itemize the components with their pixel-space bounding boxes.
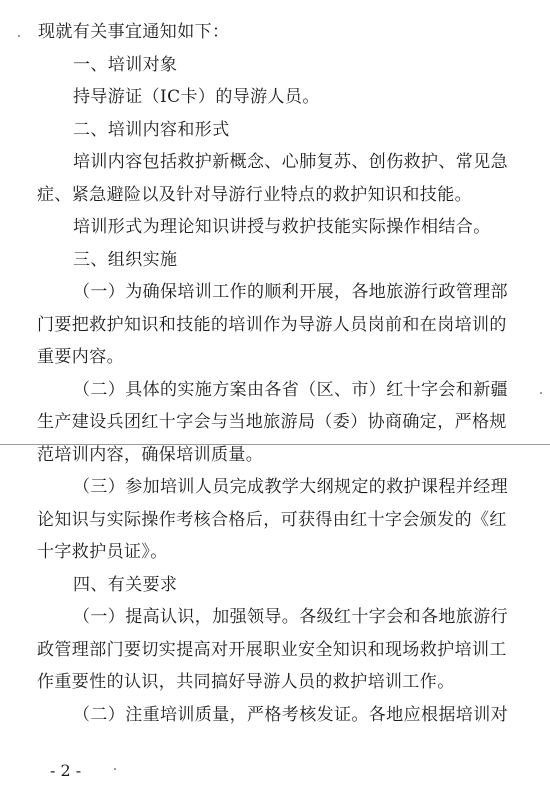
section-heading-3: 三、组织实施 (73, 249, 178, 270)
body-line: 培训形式为理论知识讲授与救护技能实际操作相结合。 (73, 217, 491, 237)
body-line: 十字救护员证》。 (37, 542, 168, 562)
page-number: - 2 - (50, 761, 82, 780)
intro-line: 现就有关事宜通知如下： (38, 22, 230, 42)
body-line: （三）参加培训人员完成教学大纲规定的救护课程并经理 (73, 477, 508, 497)
body-line: （一）为确保培训工作的顺利开展，各地旅游行政管理部 (73, 282, 508, 302)
body-line: 持导游证（IC卡）的导游人员。 (73, 87, 320, 107)
body-line: 重要内容。 (37, 347, 124, 367)
body-line: 生产建设兵团红十字会与当地旅游局（委）协商确定，严格规 (37, 412, 507, 432)
body-line: 范培训内容，确保培训质量。 (37, 444, 264, 465)
section-heading-2: 二、培训内容和形式 (73, 119, 230, 140)
section-heading-4: 四、有关要求 (73, 574, 178, 595)
body-line: 作重要性的认识，共同搞好导游人员的救护培训工作。 (37, 672, 455, 692)
body-line: （一）提高认识，加强领导。各级红十字会和各地旅游行 (73, 607, 508, 627)
body-line: 门要把救护知识和技能的培训作为导游人员岗前和在岗培训的 (37, 314, 507, 335)
body-line: （二）具体的实施方案由各省（区、市）红十字会和新疆 (73, 379, 508, 400)
section-heading-1: 一、培训对象 (73, 54, 178, 75)
speck-mark (114, 768, 116, 770)
body-line: 症、紧急避险以及针对导游行业特点的救护知识和技能。 (37, 184, 472, 205)
body-line: （二）注重培训质量，严格考核发证。各地应根据培训对 (73, 704, 508, 725)
body-line: 培训内容包括救护新概念、心肺复苏、创伤救护、常见急 (73, 152, 508, 172)
body-line: 政管理部门要切实提高对开展职业安全知识和现场救护培训工 (37, 639, 507, 660)
body-line: 论知识与实际操作考核合格后，可获得由红十字会颁发的《红 (37, 509, 507, 530)
